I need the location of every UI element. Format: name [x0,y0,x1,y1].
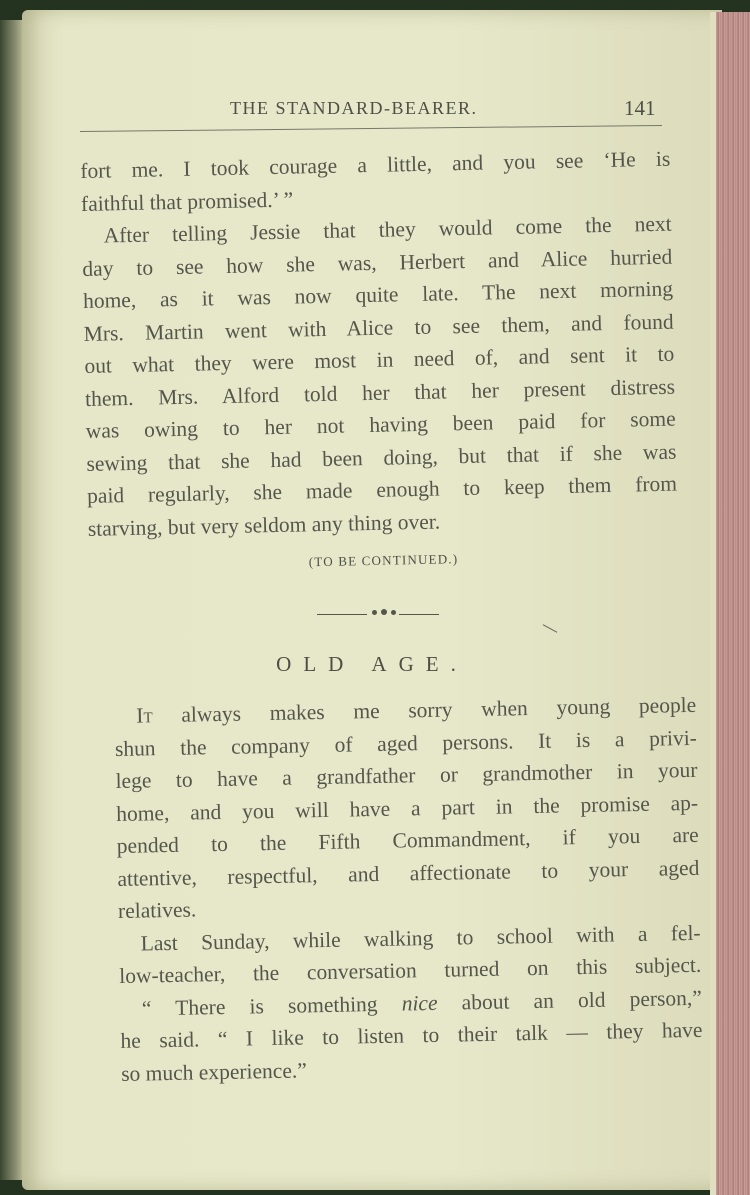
text-line: paid regularly, she made enough to keep them from [86,471,678,508]
text-line: Last Sunday, while walking to school with a fel- [140,920,701,956]
divider-dash [399,614,439,615]
text-line: attentive, respectful, and affectionate to your aged [117,855,700,891]
text-line: home, as it was now quite late. The next morning [82,276,674,313]
text-line: home, and you will have a part in the promise ap- [115,790,699,826]
to-be-continued-note: (TO BE CONTINUED.) [308,551,459,570]
running-title: THE STANDARD-BEARER. [230,98,478,118]
divider-dot [381,609,387,615]
text-line: was owing to her not having been paid for some [85,406,676,443]
section-divider-ornament [317,604,457,624]
text-fragment: “ There is something [141,991,402,1021]
story-continuation [80,143,679,584]
text-line: relatives. [117,897,197,923]
divider-dot [391,610,396,615]
text-line: pended to the Fifth Commandment, if you are [116,822,699,858]
text-line: low-teacher, the conversation turned on this subject. [119,952,702,988]
text-line: lege to have a grandfather or grandmother in your [115,757,698,793]
page-header [22,98,722,128]
text-line: After telling Jessie that they would come the next [103,211,672,248]
text-line: faithful that promised.’ ” [80,187,294,216]
book-page [22,10,722,1190]
page-edges [710,12,750,1195]
text-line: sewing that she had been doing, but that if she was [86,439,677,476]
text-line: day to see how she was, Herbert and Alice hurried [82,244,673,281]
page-number: 141 [624,96,656,120]
text-line: shun the company of aged persons. It is a privi- [114,725,698,761]
text-line: out what they were most in need of, and sent it to [84,341,675,378]
divider-dot [372,610,377,615]
text-line: them. Mrs. Alford told her that her present distress [84,374,676,411]
stray-mark [543,624,558,632]
emphasized-word: nice [401,990,438,1016]
old-age-article [114,689,703,1090]
text-line: so much experience.” [120,1057,308,1086]
text-line: he said. “ I like to listen to their talk — they have [120,1017,703,1053]
text-line: starving, but very seldom any thing over. [87,509,441,541]
text-line: Mrs. Martin went with Alice to see them, and found [83,309,674,346]
text-line: fort me. I took courage a little, and you see ‘He is [80,146,671,183]
text-fragment: always makes me sorry when young people [152,692,697,728]
text-fragment: about an old person,” [437,985,703,1015]
divider-dash [317,614,367,615]
drop-word: It [136,703,153,728]
section-title: OLD AGE. [276,652,468,676]
